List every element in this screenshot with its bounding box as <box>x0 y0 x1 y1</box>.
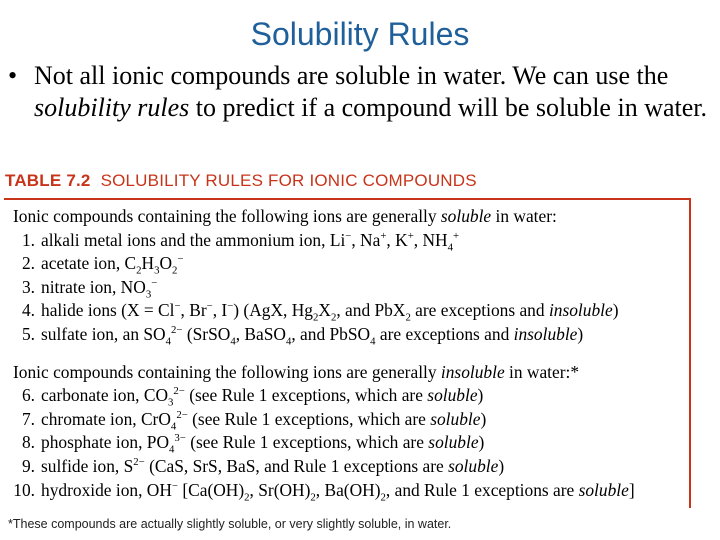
table-footnote: *These compounds are actually slightly soluble, or very slightly soluble, in water. <box>8 517 452 531</box>
table-caption: SOLUBILITY RULES FOR IONIC COMPOUNDS <box>100 171 477 190</box>
rule-row-9: 9. sulfide ion, $S^{2-}$ (CaS, SrS, BaS, and Rule 1 exceptions are soluble) <box>21 455 505 476</box>
rule-row-4: 4. halide ions (X = Cl−, Br−, I−) (AgX, $Hg_2X_2$, and PbX$_2$ are exceptions and insoluble) <box>21 300 619 324</box>
rule-row-8: 8. phosphate ion, $PO_4^{3-}$ (see Rule 1 exceptions, which are soluble) <box>21 432 485 456</box>
rule-row-5: 5. sulfate ion, an $SO_4^{2-}$ (SrSO$_4$, BaSO$_4$, and PbSO$_4$ are exceptions and insoluble) <box>21 323 584 348</box>
solubility-table <box>13 205 703 502</box>
bullet-text-emphasis: solubility rules <box>34 93 190 122</box>
rule-row-6: 6. carbonate ion, $CO_3^{2-}$ (see Rule 1 exceptions, which are soluble) <box>21 385 484 409</box>
table-number: TABLE 7.2 <box>5 171 91 190</box>
insoluble-intro: Ionic compounds containing the following ions are generally insoluble in water:* <box>13 361 580 382</box>
rule-row-1: 1. alkali metal ions and the ammonium ion, Li−, Na+, K+, $NH_4^+$ <box>21 229 460 254</box>
rule-row-3: 3. nitrate ion, $NO_3^-$ <box>21 276 158 301</box>
bullet-icon: • <box>8 61 18 90</box>
soluble-intro: Ionic compounds containing the following ions are generally soluble in water: <box>13 206 557 226</box>
bullet-text-part1: Not all ionic compounds are soluble in water. We can use the <box>34 61 669 90</box>
table-header <box>5 171 477 191</box>
slide-title: Solubility Rules <box>250 16 470 52</box>
rule-row-2: 2. acetate ion, $C_2H_3O_2^-$ <box>21 253 184 277</box>
bullet-text <box>34 60 708 124</box>
rule-row-10: 10. hydroxide ion, OH− [$Ca(OH)_2$, $Sr(OH)_2$, $Ba(OH)_2$, and Rule 1 exceptions are soluble] <box>13 479 635 503</box>
rule-row-7: 7. chromate ion, CrO$_4^{2-}$ (see Rule 1 exceptions, which are soluble) <box>21 408 487 433</box>
bullet-text-part2: to predict if a compound will be soluble in water. <box>189 93 707 122</box>
bullet-point <box>8 60 708 124</box>
